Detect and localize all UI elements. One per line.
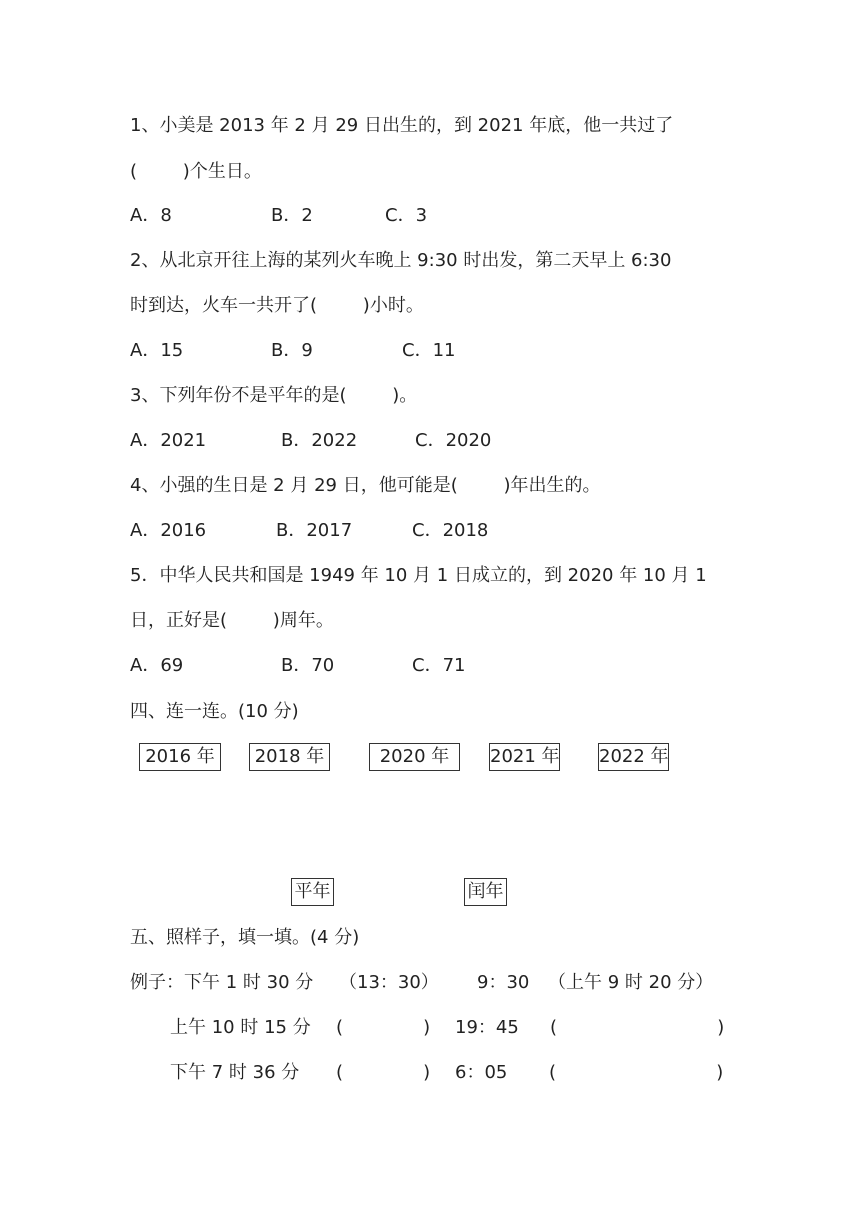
q1-option-a: A．8: [130, 205, 172, 226]
row1-left: 上午 10 时 15 分: [170, 1017, 311, 1038]
section4-heading: 四、连一连。(10 分): [130, 701, 299, 722]
q2-line2: 时到达，火车一共开了( )小时。: [130, 295, 424, 316]
row2-blank[interactable]: ( ): [336, 1062, 431, 1083]
q3-option-b: B．2022: [281, 430, 358, 451]
category-box-common-year: 平年: [291, 878, 334, 906]
row1-time: 19：45: [455, 1017, 519, 1038]
example-answer2: （上午 9 时 20 分）: [548, 972, 714, 993]
example-label: 例子：下午 1 时 30 分: [130, 972, 314, 993]
q1-option-b: B．2: [271, 205, 313, 226]
row2-left: 下午 7 时 36 分: [170, 1062, 300, 1083]
row2-blank2[interactable]: ( ): [549, 1062, 724, 1083]
row1-blank[interactable]: ( ): [336, 1017, 431, 1038]
example-answer: （13：30）: [339, 972, 439, 993]
q5-line2: 日，正好是( )周年。: [130, 610, 334, 631]
year-box-2021: 2021 年: [489, 743, 560, 771]
q4-option-b: B．2017: [276, 520, 353, 541]
q5-option-b: B．70: [281, 655, 335, 676]
q3-option-a: A．2021: [130, 430, 207, 451]
q4-option-c: C．2018: [412, 520, 489, 541]
q3-option-c: C．2020: [415, 430, 492, 451]
q2-option-c: C．11: [402, 340, 456, 361]
q2-option-b: B．9: [271, 340, 313, 361]
row1-blank2[interactable]: ( ): [550, 1017, 725, 1038]
row2-time: 6：05: [455, 1062, 508, 1083]
year-box-2016: 2016 年: [139, 743, 221, 771]
q2-option-a: A．15: [130, 340, 184, 361]
section5-heading: 五、照样子，填一填。(4 分): [130, 927, 360, 948]
year-box-2022: 2022 年: [598, 743, 669, 771]
q5-option-c: C．71: [412, 655, 466, 676]
year-box-2020: 2020 年: [369, 743, 460, 771]
q5-option-a: A．69: [130, 655, 184, 676]
example-time: 9：30: [477, 972, 530, 993]
q5-line1: 5．中华人民共和国是 1949 年 10 月 1 日成立的，到 2020 年 10 月 1: [130, 565, 707, 586]
q3-line1: 3、下列年份不是平年的是( )。: [130, 385, 418, 406]
q1-option-c: C．3: [385, 205, 428, 226]
q4-option-a: A．2016: [130, 520, 207, 541]
year-box-2018: 2018 年: [249, 743, 330, 771]
category-box-leap-year: 闰年: [464, 878, 507, 906]
q1-line1: 1、小美是 2013 年 2 月 29 日出生的，到 2021 年底，他一共过了: [130, 115, 674, 136]
q1-line2: ( )个生日。: [130, 161, 262, 182]
q2-line1: 2、从北京开往上海的某列火车晚上 9:30 时出发，第二天早上 6:30: [130, 250, 672, 271]
q4-line1: 4、小强的生日是 2 月 29 日，他可能是( )年出生的。: [130, 475, 601, 496]
